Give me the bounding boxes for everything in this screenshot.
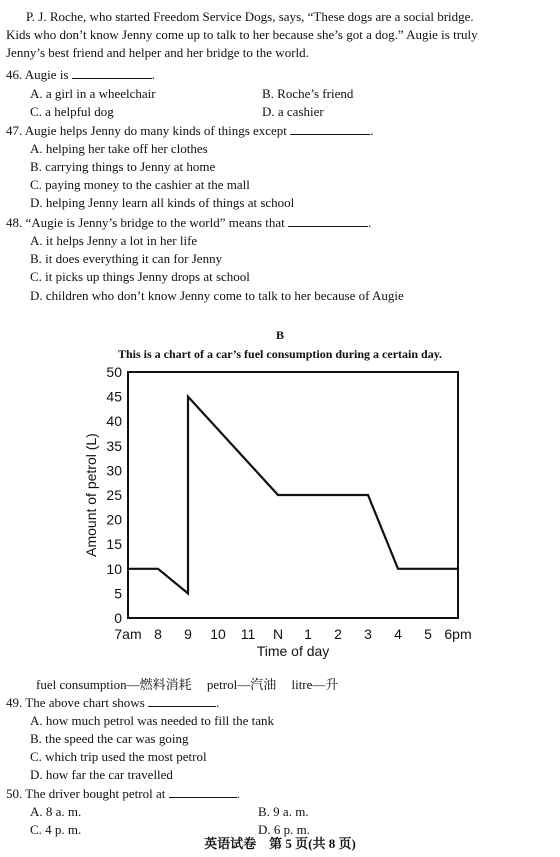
reading-passage [6,8,556,62]
x-axis-label: Time of day [256,643,330,659]
y-tick-label: 40 [106,413,122,430]
y-tick-label: 25 [106,487,122,503]
question-48-option-a[interactable]: A. it helps Jenny a lot in her life [30,233,198,248]
page-footer: 英语试卷 第 5 页(共 8 页) [204,836,356,851]
chart-title: This is a chart of a car’s fuel consumption during a certain day. [117,347,443,361]
question-47-stem: 47. Augie helps Jenny do many kinds of things except . [6,123,374,138]
question-46-option-a[interactable]: A. a girl in a wheelchair [30,86,156,101]
x-tick-label: 2 [334,626,342,642]
question-50-option-d[interactable]: D. 6 p. m. [258,822,311,837]
y-tick-label: 10 [106,560,122,577]
question-49-option-a[interactable]: A. how much petrol was needed to fill the tank [30,713,275,728]
passage-line-1: P. J. Roche, who started Freedom Service Dogs, says, “These dogs are a social bridge. [26,9,474,24]
question-48-option-b[interactable]: B. it does everything it can for Jenny [30,251,223,266]
glossary-item: fuel consumption—燃料消耗 [36,677,192,692]
fuel-consumption-chart [0,356,560,676]
x-tick-label: 1 [304,626,312,642]
question-47-option-b[interactable]: B. carrying things to Jenny at home [30,159,216,174]
question-47-option-c[interactable]: C. paying money to the cashier at the mall [30,177,250,192]
answer-blank[interactable] [148,694,216,707]
glossary-item: petrol—汽油 [206,677,277,692]
question-49-option-d[interactable]: D. how far the car travelled [30,767,173,782]
answer-blank[interactable] [72,66,152,79]
question-48-option-c[interactable]: C. it picks up things Jenny drops at school [30,269,250,284]
question-48-stem: 48. “Augie is Jenny’s bridge to the world” means that . [6,215,372,230]
glossary-item: litre—升 [291,677,339,692]
question-50-option-b[interactable]: B. 9 a. m. [258,804,309,819]
y-tick-label: 50 [106,364,122,380]
question-46-stem: 46. Augie is . [6,67,155,82]
x-axis-ticks [114,626,471,642]
question-48-option-d[interactable]: D. children who don’t know Jenny come to talk to her because of Augie [30,288,404,303]
y-tick-label: 20 [106,511,122,528]
question-49-option-c[interactable]: C. which trip used the most petrol [30,749,207,764]
x-tick-label: 10 [210,626,226,642]
passage-line-3: Jenny’s best friend and helper and her bridge to the world. [6,45,309,60]
x-tick-label: 8 [154,626,162,642]
question-49-stem: 49. The above chart shows . [6,695,220,710]
x-tick-label: 4 [394,626,402,642]
x-tick-label: 5 [424,626,432,642]
x-tick-label: N [272,626,284,642]
question-46-option-c[interactable]: C. a helpful dog [30,104,114,119]
x-tick-label: 9 [184,626,192,642]
answer-blank[interactable] [288,214,368,227]
y-tick-label: 30 [106,462,122,479]
x-tick-label: 3 [364,626,372,642]
y-tick-label: 15 [106,536,122,553]
y-axis-label: Amount of petrol (L) [83,433,99,557]
answer-blank[interactable] [169,785,237,798]
x-tick-label: 6pm [444,626,472,642]
section-letter: B [275,328,284,342]
y-axis-ticks [106,364,122,626]
y-tick-label: 0 [114,610,122,626]
question-49-option-b[interactable]: B. the speed the car was going [30,731,189,746]
passage-line-2: Kids who don’t know Jenny come up to talk to her because she’s got a dog.” Augie is truly [6,27,478,42]
answer-blank[interactable] [290,122,370,135]
x-tick-label: 7am [114,626,142,642]
glossary [36,676,350,694]
question-47-option-d[interactable]: D. helping Jenny learn all kinds of things at school [30,195,295,210]
y-tick-label: 45 [106,388,122,405]
petrol-amount-line [128,397,458,594]
question-46-option-d[interactable]: D. a cashier [262,104,324,119]
question-46-option-b[interactable]: B. Roche’s friend [262,86,354,101]
question-50-option-c[interactable]: C. 4 p. m. [30,822,82,837]
question-50-stem: 50. The driver bought petrol at . [6,786,240,801]
x-tick-label: 11 [240,626,256,642]
y-tick-label: 5 [114,585,122,602]
question-50-option-a[interactable]: A. 8 a. m. [30,804,82,819]
question-47-option-a[interactable]: A. helping her take off her clothes [30,141,208,156]
y-tick-label: 35 [106,437,122,454]
